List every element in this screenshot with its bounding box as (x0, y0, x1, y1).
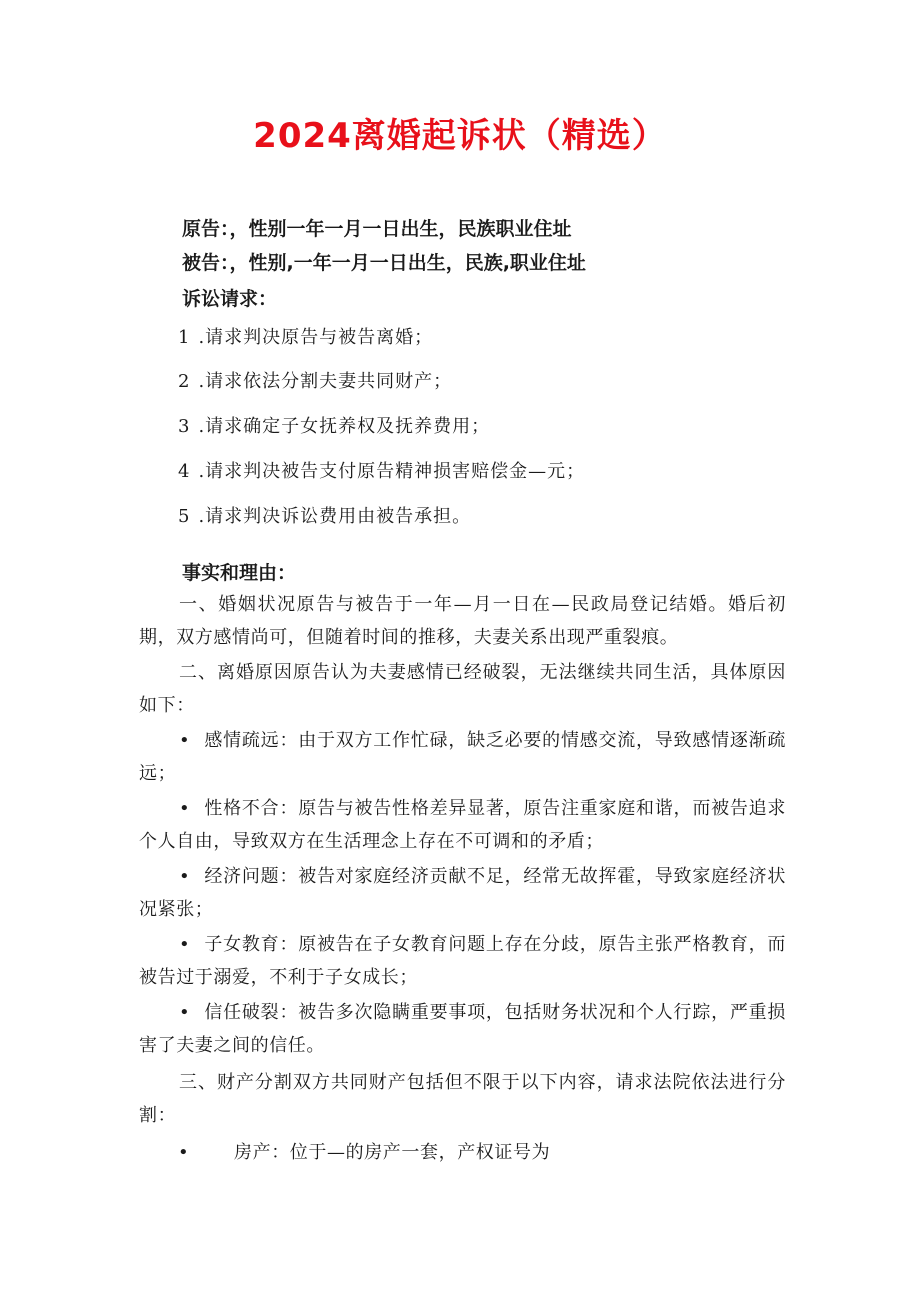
property-item (178, 1140, 550, 1166)
reason-item (139, 860, 786, 926)
claim-item (178, 504, 471, 530)
claim-number: 5 (178, 506, 191, 527)
claim-text: .请求判决被告支付原告精神损害赔偿金—元； (198, 461, 586, 482)
reason-text: 子女教育：原被告在子女教育问题上存在分歧，原告主张严格教育，而被告过于溺爱，不利于子女成长； (139, 934, 786, 988)
claim-text: .请求判决诉讼费用由被告承担。 (198, 506, 472, 527)
claim-text: .请求依法分割夫妻共同财产； (198, 371, 453, 392)
reason-text: 感情疏远：由于双方工作忙碌，缺乏必要的情感交流，导致感情逐渐疏远； (139, 730, 786, 784)
claim-number: 3 (178, 416, 191, 437)
defendant-line: 被告：，性别,一年一月一日出生，民族,职业住址 (182, 252, 586, 274)
section-divorce-reasons: 二、离婚原因原告认为夫妻感情已经破裂，无法继续共同生活，具体原因如下： (139, 662, 786, 716)
reason-text: 信任破裂：被告多次隐瞒重要事项，包括财务状况和个人行踪，严重损害了夫妻之间的信任。 (139, 1002, 786, 1056)
reason-item (139, 724, 786, 790)
reason-text: 经济问题：被告对家庭经济贡献不足，经常无故挥霍，导致家庭经济状况紧张； (139, 866, 786, 920)
claim-number: 2 (178, 371, 191, 392)
reason-item (139, 792, 786, 858)
claim-number: 4 (178, 461, 191, 482)
claim-item (178, 414, 490, 440)
claim-text: .请求判决原告与被告离婚； (198, 327, 434, 348)
plaintiff-line: 原告：，性别一年一月一日出生，民族职业住址 (182, 218, 572, 240)
property-text: 房产：位于—的房产一套，产权证号为 (234, 1142, 551, 1163)
claim-item (178, 325, 433, 351)
claim-item (178, 459, 585, 485)
bullet: • (179, 798, 191, 819)
document-title: 2024离婚起诉状（精选） (253, 116, 667, 156)
claims-heading: 诉讼请求： (182, 288, 278, 310)
bullet: • (179, 934, 191, 955)
reason-text: 性格不合：原告与被告性格差异显著，原告注重家庭和谐，而被告追求个人自由，导致双方在生活理念上存在不可调和的矛盾； (139, 798, 786, 852)
section-marriage-status: 一、婚姻状况原告与被告于一年—月一日在—民政局登记结婚。婚后初期，双方感情尚可，但随着时间的推移，夫妻关系出现严重裂痕。 (139, 594, 786, 648)
bullet: • (179, 866, 191, 887)
claim-text: .请求确定子女抚养权及抚养费用； (198, 416, 491, 437)
reason-item (139, 996, 786, 1062)
bullet: • (179, 730, 191, 751)
facts-heading: 事实和理由： (182, 562, 297, 584)
reason-item (139, 928, 786, 994)
claim-number: 1 (178, 327, 191, 348)
bullet: • (179, 1002, 191, 1023)
bullet: • (178, 1142, 190, 1163)
section-property-division: 三、财产分割双方共同财产包括但不限于以下内容，请求法院依法进行分割： (139, 1072, 786, 1126)
claim-item (178, 369, 452, 395)
